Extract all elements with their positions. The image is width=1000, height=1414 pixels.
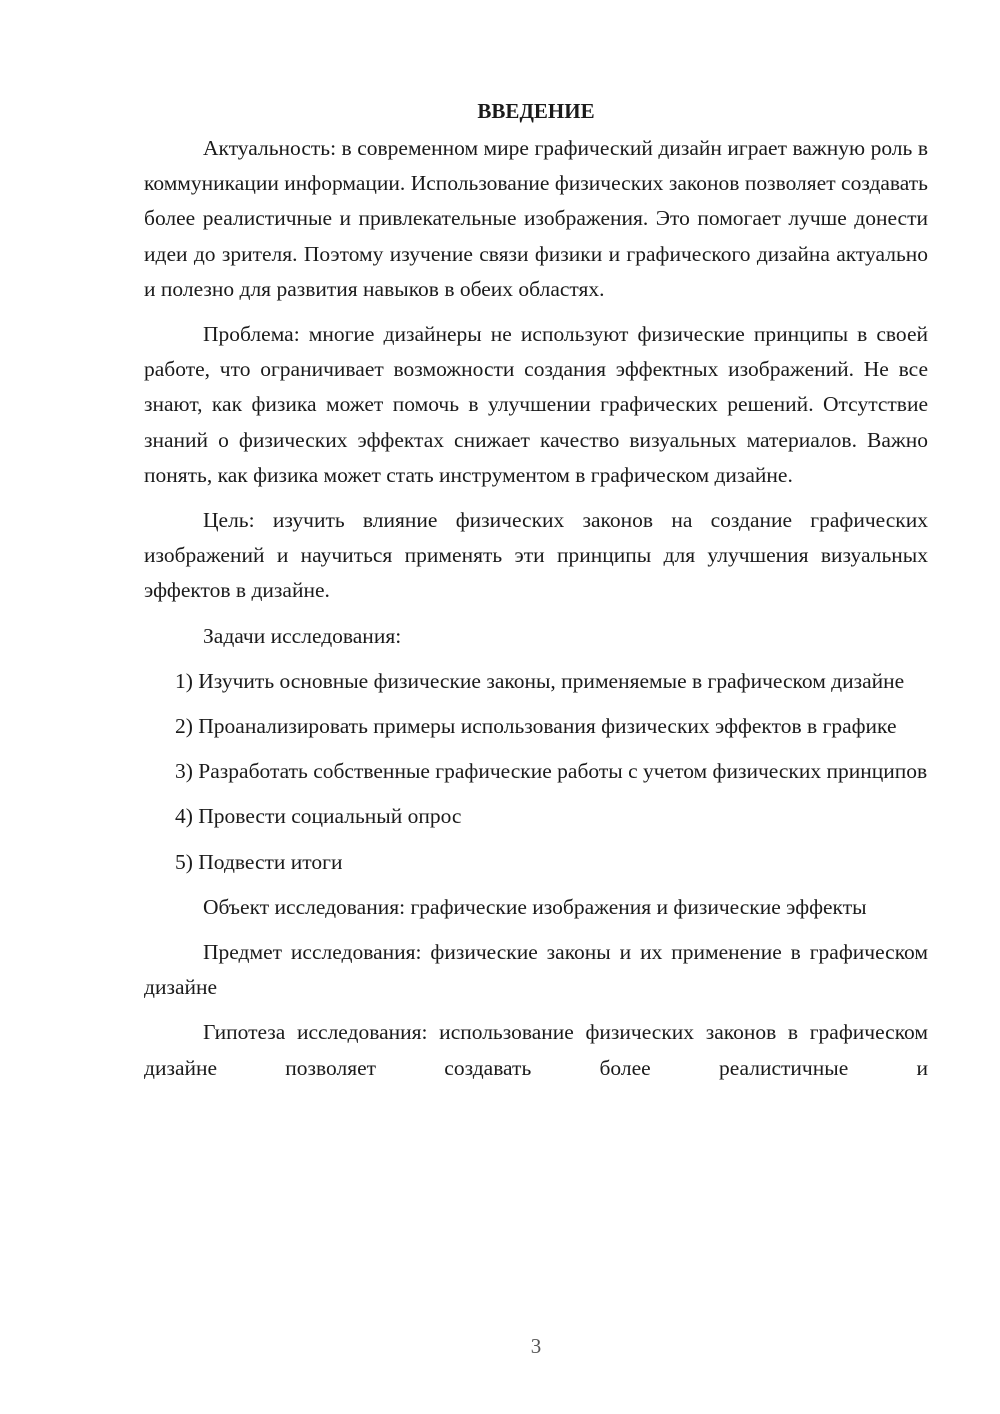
paragraph-object: Объект исследования: графические изображения и физические эффекты: [203, 894, 867, 919]
page-body: [144, 96, 928, 1086]
paragraph-tasks-title: Задачи исследования:: [203, 623, 402, 648]
task-item-1: 1) Изучить основные физические законы, применяемые в графическом дизайне: [175, 668, 905, 693]
task-item-4: 4) Провести социальный опрос: [175, 804, 462, 829]
section-heading: ВВЕДЕНИЕ: [477, 99, 595, 123]
paragraph-goal: Цель: изучить влияние физических законов на создание графических изображений и научиться применять эти принципы для улучшения визуальных эффектов в дизайне.: [144, 508, 928, 603]
paragraph-problem: Проблема: многие дизайнеры не используют физические принципы в своей работе, что ограничивает возможности создания эффектных изображений. Не все знают, как физика может помочь в улучшении графических решений. Отсутствие знаний о физических эффектах снижает качество визуальных материалов. Важно понять, как физика может стать инструментом в графическом дизайне.: [144, 322, 928, 487]
task-item-5: 5) Подвести итоги: [175, 849, 343, 874]
paragraph-relevance: Актуальность: в современном мире графический дизайн играет важную роль в коммуникации информации. Использование физических законов позволяет создавать более реалистичные и привлекательные изображения. Это помогает лучше донести идеи до зрителя. Поэтому изучение связи физики и графического дизайна актуально и полезно для развития навыков в обеих областях.: [144, 136, 928, 301]
paragraph-subject: Предмет исследования: физические законы и их применение в графическом дизайне: [144, 940, 928, 1000]
page-number: 3: [530, 1334, 542, 1358]
task-item-3: 3) Разработать собственные графические работы с учетом физических принципов: [175, 759, 928, 784]
task-item-2: 2) Проанализировать примеры использования физических эффектов в графике: [175, 714, 897, 739]
paragraph-hypothesis: Гипотеза исследования: использование физических законов в графическом дизайне позволяет создавать более реалистичные и: [144, 1020, 928, 1080]
